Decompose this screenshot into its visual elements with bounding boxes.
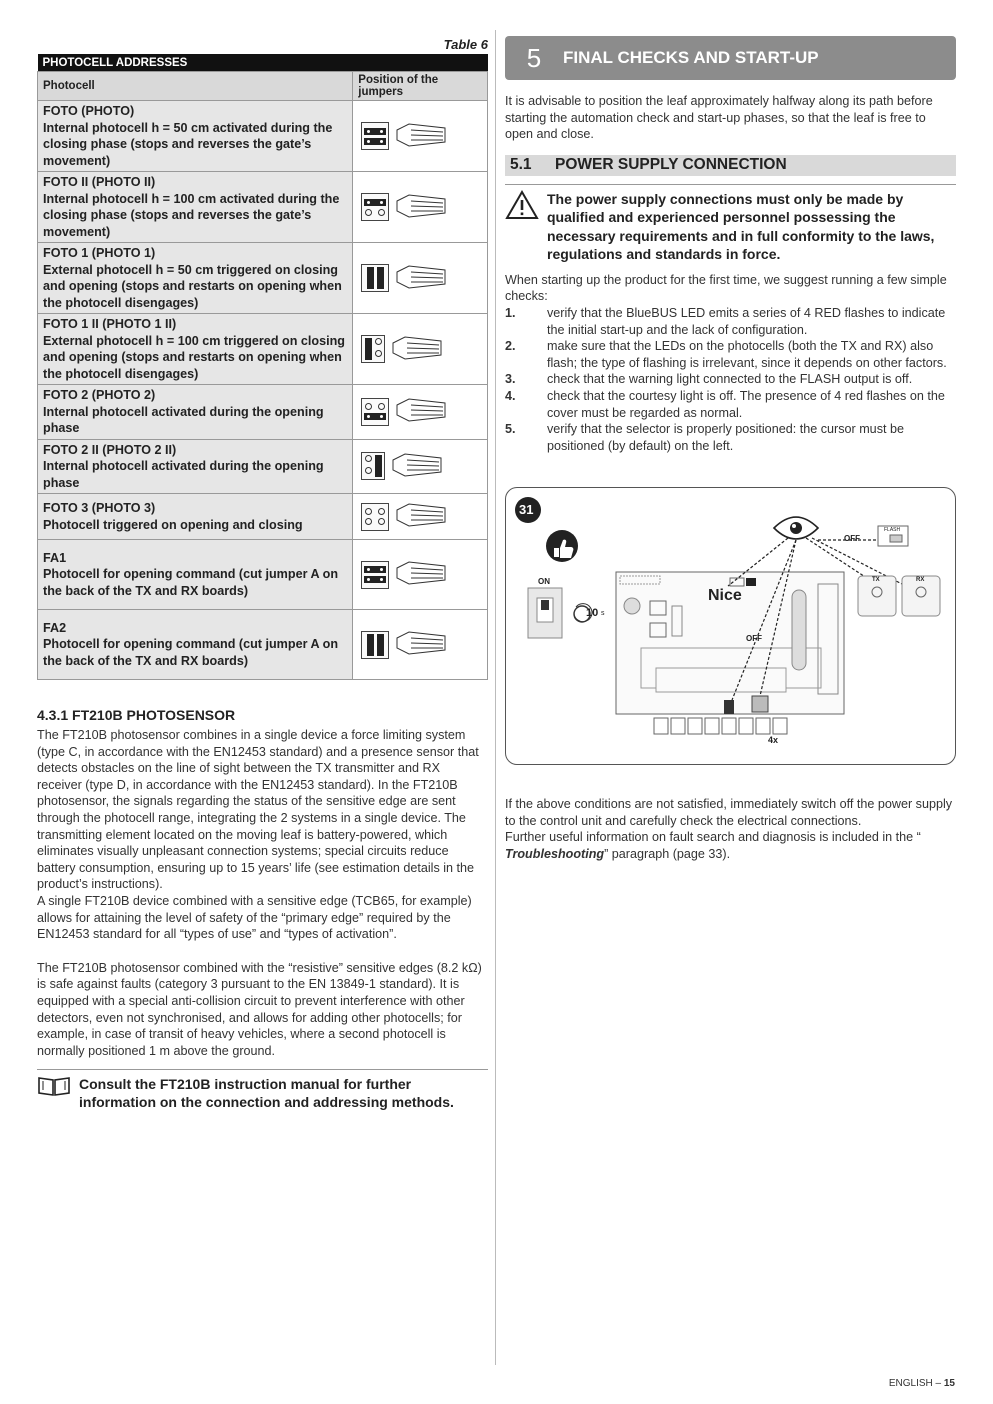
timer-value: 10 (586, 607, 599, 619)
jumper-icon (361, 193, 389, 221)
table-title: PHOTOCELL ADDRESSES (38, 54, 488, 72)
jumper-icon (361, 561, 389, 589)
table-row (38, 101, 488, 172)
photosensor-paragraph-2: A single FT210B device combined with a sensitive edge (TCB65, for example) allows for attaining the level of safety of the “primary edge” required by the EN12453 standard for all “types of use” and “types of activation”. (37, 893, 472, 942)
jumper-icon (361, 335, 385, 363)
photocell-connector-icon (395, 502, 447, 531)
checks-list (505, 305, 956, 454)
warning-text: The power supply connections must only be made by qualified and experienced personnel possessing the necessary requirements and in full conformity to the laws, regulations and standards in force. (547, 190, 935, 263)
jumper-position-cell (353, 439, 488, 494)
timer-unit: s (601, 610, 605, 617)
photocell-description: Internal photocell activated during the opening phase (43, 404, 324, 435)
photocell-cell (38, 314, 353, 385)
chapter-header (505, 36, 956, 80)
photocell-name: FOTO II (PHOTO II) (43, 175, 156, 189)
jumper-position-cell (353, 494, 488, 540)
section-header (505, 155, 956, 176)
jumper-position-cell (353, 610, 488, 680)
photocell-description: External photocell h = 100 cm triggered on closing and opening (stops and restarts on opening when the photocell disengages) (43, 333, 345, 381)
photosensor-paragraph-1: The FT210B photosensor combines in a single device a force limiting system (type C, in accordance with the EN12453 standard) and a presence sensor that detects obstacles on the line of sight between the TX transmitter and RX receiver (type D, in accordance with the EN12453 standard). In the FT210B photosensor, the signals regarding the status of the sensitive edge are sent through the photocell range, integrating the 2 systems in a single device. The transmitting element located on the moving leaf is battery-powered, which eliminates visually unpleasant connection systems; special circuits reduce battery consumption, ensuring up to 15 years’ life (see estimation details in the product’s instructions). (37, 728, 479, 892)
check-text: check that the courtesy light is off. The presence of 4 red flashes on the cover must be regarded as normal. (547, 388, 945, 420)
after-checks-paragraph: If the above conditions are not satisfied, immediately switch off the power supply to the control unit and carefully check the electrical connections. (505, 797, 953, 828)
table-row (38, 540, 488, 610)
check-number: 5. (505, 422, 516, 437)
photocell-cell (38, 385, 353, 440)
chapter-intro: It is advisable to position the leaf approximately halfway along its path before starting the automation check and start-up phases, so that the leaf is free to open and close. (505, 94, 933, 142)
photocell-name: FOTO 1 II (PHOTO 1 II) (43, 317, 177, 331)
photosensor-paragraph-3: The FT210B photosensor combined with the “resistive” sensitive edges (8.2 kΩ) is safe against faults (category 3 pursuant to the EN 13849-1 standard). It is equipped with a special anti-collision circuit to prevent interference with other detectors, even not synchronised, and allows for adding other photocells; for example, in case of transit of heavy vehicles, where a second photocell is normally positioned 1 m above the ground. (37, 960, 482, 1058)
flash-off-label: OFF (844, 534, 860, 543)
jumper-icon (361, 122, 389, 150)
footer-language: ENGLISH – (888, 1378, 944, 1389)
jumper-icon (361, 264, 389, 292)
photocell-connector-icon (395, 560, 447, 589)
jumper-position-cell (353, 540, 488, 610)
photosensor-heading: 4.3.1 FT210B PHOTOSENSOR (37, 707, 236, 723)
photocell-name: FOTO 1 (PHOTO 1) (43, 246, 156, 260)
photocell-description: Photocell triggered on opening and closing (43, 517, 303, 532)
photocell-cell (38, 494, 353, 540)
check-text: check that the warning light connected to the FLASH output is off. (547, 372, 913, 387)
photocell-connector-icon (391, 335, 443, 364)
check-number: 3. (505, 372, 516, 387)
photocell-cell (38, 540, 353, 610)
troubleshooting-post: ” paragraph (page 33). (604, 846, 731, 861)
jumper-icon (361, 631, 389, 659)
checks-lead: When starting up the product for the first time, we suggest running a few simple checks: (505, 272, 947, 304)
brand-logo: Nice (708, 587, 742, 604)
photocell-description: Internal photocell h = 50 cm activated during the closing phase (stops and reverses the gate’s movement) (43, 120, 333, 168)
photocell-name: FOTO 2 (PHOTO 2) (43, 388, 156, 402)
jumper-position-cell (353, 243, 488, 314)
check-text: make sure that the LEDs on the photocells (both the TX and RX) also flash; the type of flashing is irrelevant, since it depends on other factors. (547, 339, 947, 370)
table-row (38, 172, 488, 243)
table-row (38, 385, 488, 440)
column-divider (495, 30, 496, 1365)
photocell-name: FA1 (43, 550, 67, 565)
right-column (505, 36, 956, 861)
warning-icon (505, 190, 547, 264)
page-footer (889, 1378, 955, 1389)
board-off-label: OFF (746, 634, 762, 643)
table-row (38, 243, 488, 314)
manual-note-text: Consult the FT210B instruction manual for further information on the connection and addressing methods. (79, 1076, 454, 1111)
column-header-position: Position of the jumpers (353, 72, 488, 101)
photocell-name: FOTO (PHOTO) (43, 104, 135, 118)
chapter-title: FINAL CHECKS AND START-UP (563, 48, 819, 67)
photocell-connector-icon (395, 397, 447, 426)
check-item (505, 421, 956, 454)
jumper-icon (361, 398, 389, 426)
check-text: verify that the BlueBUS LED emits a series of 4 RED flashes to indicate the initial start-up and the lack of configuration. (547, 305, 946, 337)
warning-box (505, 184, 956, 264)
photocell-cell (38, 172, 353, 243)
rx-label: RX (916, 577, 925, 583)
check-text: verify that the selector is properly positioned: the cursor must be positioned (by default) on the left. (547, 422, 904, 453)
photocell-name: FOTO 2 II (PHOTO 2 II) (43, 442, 177, 457)
photocell-description: Photocell for opening command (cut jumper A on the back of the TX and RX boards) (43, 637, 339, 668)
check-number: 4. (505, 388, 516, 403)
left-column (37, 36, 488, 1111)
photocell-description: External photocell h = 50 cm triggered on closing and opening (stops and restarts on opening when the photocell disengages) (43, 262, 342, 310)
jumper-icon (361, 452, 385, 480)
check-item (505, 305, 956, 338)
photocell-cell (38, 101, 353, 172)
photocell-name: FA2 (43, 620, 67, 635)
figure-number: 31 (519, 502, 534, 517)
photocell-connector-icon (395, 264, 447, 293)
flash-label: FLASH (884, 527, 901, 533)
photocell-cell (38, 439, 353, 494)
table-row (38, 439, 488, 494)
photocell-cell (38, 610, 353, 680)
check-item (505, 388, 956, 421)
table-row (38, 494, 488, 540)
section-number: 5.1 (510, 156, 532, 174)
photocell-cell (38, 243, 353, 314)
troubleshooting-paragraph (505, 829, 956, 862)
table-row (38, 314, 488, 385)
jumper-position-cell (353, 101, 488, 172)
section-title: POWER SUPPLY CONNECTION (555, 156, 787, 174)
figure-31 (505, 487, 956, 765)
jumper-position-cell (353, 385, 488, 440)
manual-note (37, 1069, 488, 1111)
check-item (505, 338, 956, 371)
photocell-address-table (37, 54, 488, 680)
photocell-connector-icon (391, 452, 443, 481)
photocell-description: Photocell for opening command (cut jumper A on the back of the TX and RX boards) (43, 567, 339, 598)
jumper-position-cell (353, 314, 488, 385)
check-number: 2. (505, 339, 516, 354)
photocell-connector-icon (395, 630, 447, 659)
photocell-name: FOTO 3 (PHOTO 3) (43, 501, 156, 515)
troubleshooting-pre: Further useful information on fault search and diagnosis is included in the “ (505, 830, 921, 845)
check-number: 1. (505, 305, 516, 320)
book-icon (37, 1075, 79, 1111)
troubleshooting-link[interactable]: Troubleshooting (505, 846, 605, 861)
tx-label: TX (872, 577, 880, 583)
photocell-connector-icon (395, 193, 447, 222)
check-item (505, 371, 956, 388)
page-number: 15 (943, 1378, 955, 1389)
table-caption: Table 6 (443, 37, 488, 52)
jumper-icon (361, 503, 389, 531)
photocell-description: Internal photocell activated during the opening phase (43, 459, 324, 490)
flash-count: 4x (768, 735, 779, 745)
photocell-connector-icon (395, 122, 447, 151)
on-label: ON (538, 577, 550, 586)
table-row (38, 610, 488, 680)
jumper-position-cell (353, 172, 488, 243)
photocell-description: Internal photocell h = 100 cm activated during the closing phase (stops and reverses the gate’s movement) (43, 191, 340, 239)
column-header-photocell: Photocell (38, 72, 353, 101)
chapter-number: 5 (526, 42, 542, 73)
